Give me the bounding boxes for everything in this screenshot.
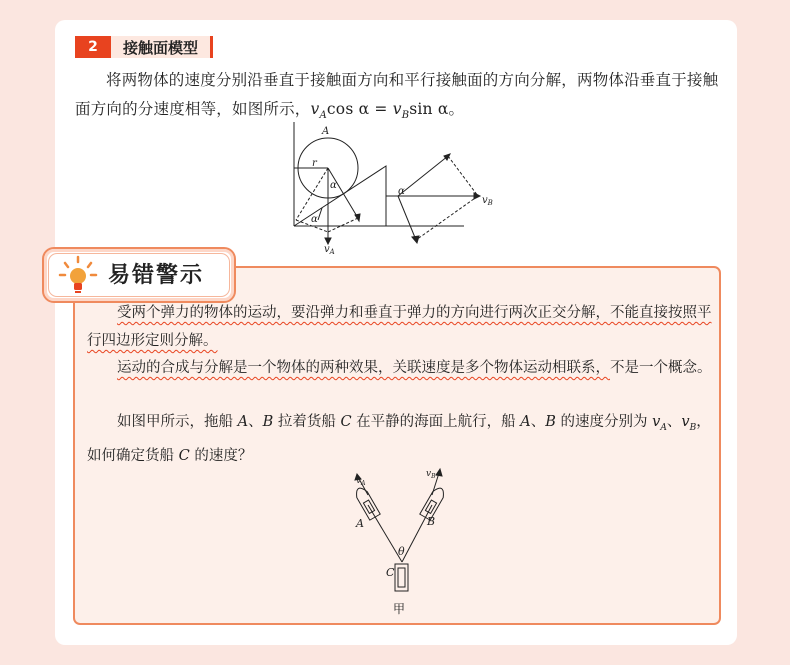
warning-badge (42, 247, 236, 303)
label-vB-sub: B (487, 199, 493, 207)
wedge-triangle (294, 166, 386, 226)
label-vB (426, 469, 436, 480)
warning-paragraph-3 (87, 408, 712, 470)
p3-sep-3: 、 (666, 414, 682, 430)
warning-paragraph-1 (87, 299, 712, 355)
section-heading (75, 36, 213, 58)
warning-p2-rest: 不是一个概念。 (610, 360, 712, 376)
vB-arrowhead (436, 469, 442, 476)
boat-A (353, 486, 380, 521)
label-r: r (312, 158, 317, 169)
parallel-component-arrow (398, 156, 448, 196)
warning-p2-underlined: 运动的合成与分解是一个物体的两种效果，关联速度是多个物体运动相联系， (117, 360, 610, 376)
label-C: C (386, 566, 395, 579)
dashed-b-1 (448, 156, 478, 196)
label-vA (324, 244, 335, 256)
label-vA-main: v (356, 476, 362, 486)
warning-p1-underlined: 受两个弹力的物体的运动，要沿弹力和垂直于弹力的方向进行两次正交分解，不能直接按照平行四边形定则分解。 (87, 305, 712, 349)
contact-surface-figure (288, 122, 498, 260)
lightbulb-icon (56, 255, 100, 295)
p3-var-vA: v (652, 414, 661, 430)
p3-var-A: A (237, 414, 249, 430)
label-alpha-1: α (330, 180, 337, 191)
p3-var-C: C (340, 414, 352, 430)
warning-title: 易错警示 (108, 263, 205, 288)
label-alpha-2: α (311, 214, 318, 225)
label-vB-main: v (426, 469, 432, 479)
label-A: A (322, 126, 330, 137)
normal-arrowhead (355, 214, 360, 221)
eq-sub-A: A (319, 110, 327, 122)
p3-text-q: ，如何确定货船 (87, 414, 711, 464)
label-alpha-3: α (398, 186, 405, 197)
normal-b-arrowhead (412, 236, 419, 243)
dashed-parallel-3 (328, 218, 358, 232)
p3-text-a: 如图甲所示，拖船 (117, 414, 238, 430)
p3-var-A2: A (520, 414, 531, 430)
paragraph-text: 将两物体的速度分别沿垂直于接触面方向和平行接触面的方向分解，两物体沿垂直于接触面方向的分速度相等，如图所示， (75, 71, 719, 118)
label-B: B (427, 515, 436, 528)
dashed-b-2 (416, 196, 478, 240)
eq-var-vA: v (310, 100, 320, 118)
p3-sub-A: A (660, 422, 667, 433)
rope-A (368, 505, 402, 562)
normal-component-arrow (328, 168, 358, 218)
section-title: 接触面模型 (111, 36, 213, 58)
section-number: 2 (75, 36, 111, 58)
label-vB (482, 195, 493, 207)
rope-B (402, 505, 432, 562)
p3-sub-B: B (689, 422, 697, 433)
p3-sep-1: 、 (248, 414, 263, 430)
eq-end: sin α。 (409, 100, 465, 118)
normal-component-b-arrow (398, 196, 416, 240)
label-vA (356, 476, 366, 487)
label-vB-sub: B (431, 473, 436, 480)
eq-sub-B: B (401, 110, 410, 122)
label-vA-sub: A (329, 248, 335, 256)
figure-caption: 甲 (393, 602, 406, 616)
p3-text-s: 的速度？ (189, 447, 253, 464)
paragraph-contact-surface (75, 66, 720, 130)
dashed-parallel-1 (296, 168, 328, 220)
label-A: A (356, 517, 364, 530)
label-theta: θ (398, 545, 405, 558)
p3-text-g: 在平静的海面上航行，船 (351, 414, 521, 430)
p3-var-B2: B (545, 414, 556, 430)
label-vA-sub: A (361, 480, 366, 487)
eq-middle: cos α = (326, 100, 393, 118)
p3-sep-2: 、 (530, 414, 546, 430)
p3-var-B: B (262, 414, 274, 430)
label-vA-main: v (324, 244, 330, 255)
tugboat-figure (340, 465, 460, 615)
p3-var-vB: v (681, 414, 690, 430)
p3-text-k: 的速度分别为 (555, 414, 653, 430)
warning-paragraph-2 (87, 354, 712, 382)
label-vB-main: v (482, 195, 488, 206)
boat-C-inner (398, 568, 405, 587)
eq-var-vB: v (392, 100, 402, 118)
p3-var-C2: C (178, 447, 190, 464)
p3-text-e: 拉着货船 (273, 414, 341, 430)
